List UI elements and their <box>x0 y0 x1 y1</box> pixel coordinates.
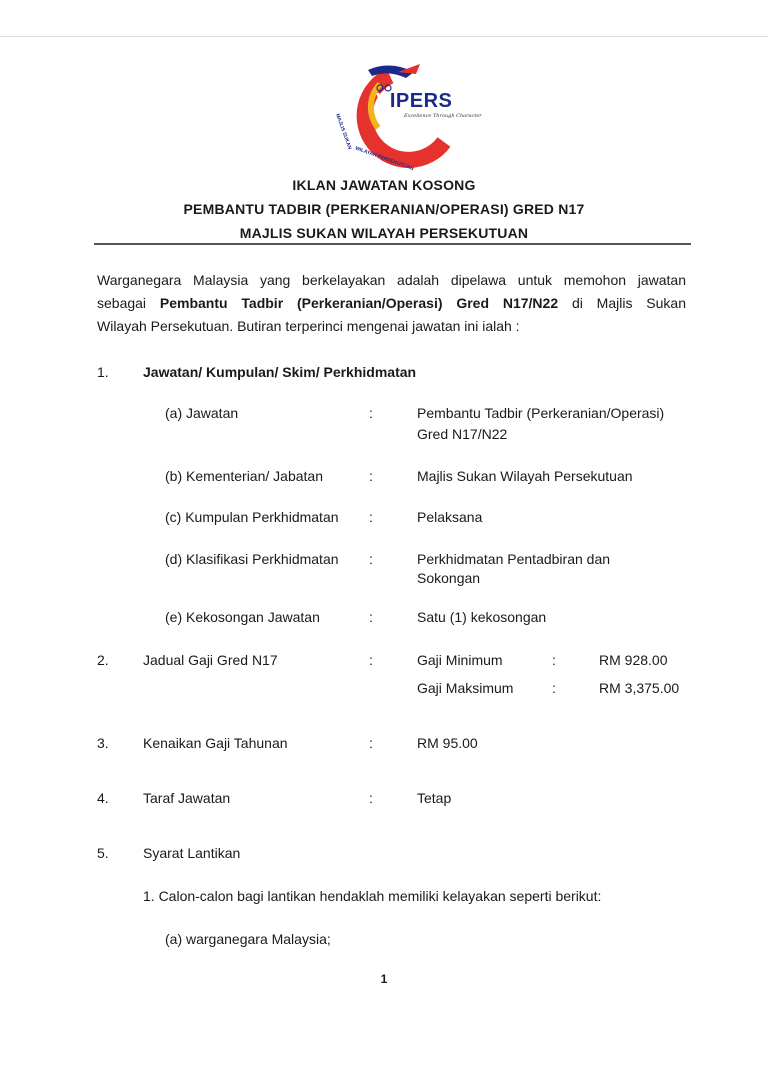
section-3-colon: : <box>369 735 373 751</box>
item-d-value-1: Perkhidmatan Pentadbiran dan <box>417 551 611 567</box>
salary-max-colon: : <box>552 680 556 696</box>
salary-max-value: RM 3,375.00 <box>599 680 680 696</box>
heading-line-3: MAJLIS SUKAN WILAYAH PERSEKUTUAN <box>239 225 529 241</box>
salary-min-label: Gaji Minimum <box>417 652 503 668</box>
section-4-number: 4. <box>97 790 109 806</box>
item-a-label: (a) Jawatan <box>165 405 239 421</box>
section-5-number: 5. <box>97 845 109 861</box>
item-c-label: (c) Kumpulan Perkhidmatan <box>165 509 339 525</box>
item-d-colon: : <box>369 551 373 567</box>
top-divider <box>0 36 768 37</box>
item-d-label: (d) Klasifikasi Perkhidmatan <box>165 551 339 567</box>
page-number: 1 <box>380 972 388 986</box>
section-3-number: 3. <box>97 735 109 751</box>
intro-line-1: Warganegara Malaysia yang berkelayakan adalah dipelawa untuk memohon jawatan <box>97 272 686 288</box>
heading-divider <box>94 243 691 245</box>
salary-min-value: RM 928.00 <box>599 652 668 668</box>
intro-line-3: Wilayah Persekutuan. Butiran terperinci mengenai jawatan ini ialah : <box>97 318 520 334</box>
item-c-value: Pelaksana <box>417 509 483 525</box>
intro-position-bold: Pembantu Tadbir (Perkeranian/Operasi) Gred N17/N22 <box>159 295 559 311</box>
intro-paragraph <box>97 269 686 338</box>
section-5-title: Syarat Lantikan <box>143 845 241 861</box>
section-4-value: Tetap <box>417 790 452 806</box>
section-4-colon: : <box>369 790 373 806</box>
logo-wordmark <box>376 90 452 113</box>
heading-line-1: IKLAN JAWATAN KOSONG <box>292 177 476 193</box>
item-b-colon: : <box>369 468 373 484</box>
item-a-value-2: Gred N17/N22 <box>417 426 508 442</box>
intro-line-2-post: di Majlis Sukan <box>558 295 686 311</box>
section-5-sub-1a: (a) warganegara Malaysia; <box>165 931 331 947</box>
item-a-value-1: Pembantu Tadbir (Perkeranian/Operasi) <box>417 405 665 421</box>
section-1-title: Jawatan/ Kumpulan/ Skim/ Perkhidmatan <box>143 364 417 380</box>
item-e-value: Satu (1) kekosongan <box>417 609 547 625</box>
svg-text:WILAYAH PERSEKUTUAN: WILAYAH PERSEKUTUAN <box>354 145 415 172</box>
section-3-title: Kenaikan Gaji Tahunan <box>143 735 288 751</box>
section-2-number: 2. <box>97 652 109 668</box>
item-b-label: (b) Kementerian/ Jabatan <box>165 468 323 484</box>
section-2-title: Jadual Gaji Gred N17 <box>143 652 278 668</box>
section-3-value: RM 95.00 <box>417 735 478 751</box>
logo-v: V <box>376 90 390 112</box>
item-e-label: (e) Kekosongan Jawatan <box>165 609 320 625</box>
item-c-colon: : <box>369 509 373 525</box>
section-5-sub-1: 1. Calon-calon bagi lantikan hendaklah memiliki kelayakan seperti berikut: <box>143 888 602 904</box>
item-e-colon: : <box>369 609 373 625</box>
svg-text:MAJLIS SUKAN: MAJLIS SUKAN <box>334 112 353 151</box>
item-d-value-2: Sokongan <box>417 570 481 586</box>
intro-line-2 <box>97 292 686 315</box>
intro-line-2-pre: sebagai <box>97 295 160 311</box>
salary-min-colon: : <box>552 652 556 668</box>
heading-line-2: PEMBANTU TADBIR (PERKERANIAN/OPERASI) GRED N17 <box>183 201 585 217</box>
section-1-number: 1. <box>97 364 109 380</box>
item-b-value: Majlis Sukan Wilayah Persekutuan <box>417 468 633 484</box>
logo-ipers: IPERS <box>389 90 453 112</box>
section-4-title: Taraf Jawatan <box>143 790 231 806</box>
logo-tagline: Excellence Through Character <box>404 113 482 119</box>
salary-max-label: Gaji Maksimum <box>417 680 514 696</box>
item-a-colon: : <box>369 405 373 421</box>
section-2-colon: : <box>369 652 373 668</box>
